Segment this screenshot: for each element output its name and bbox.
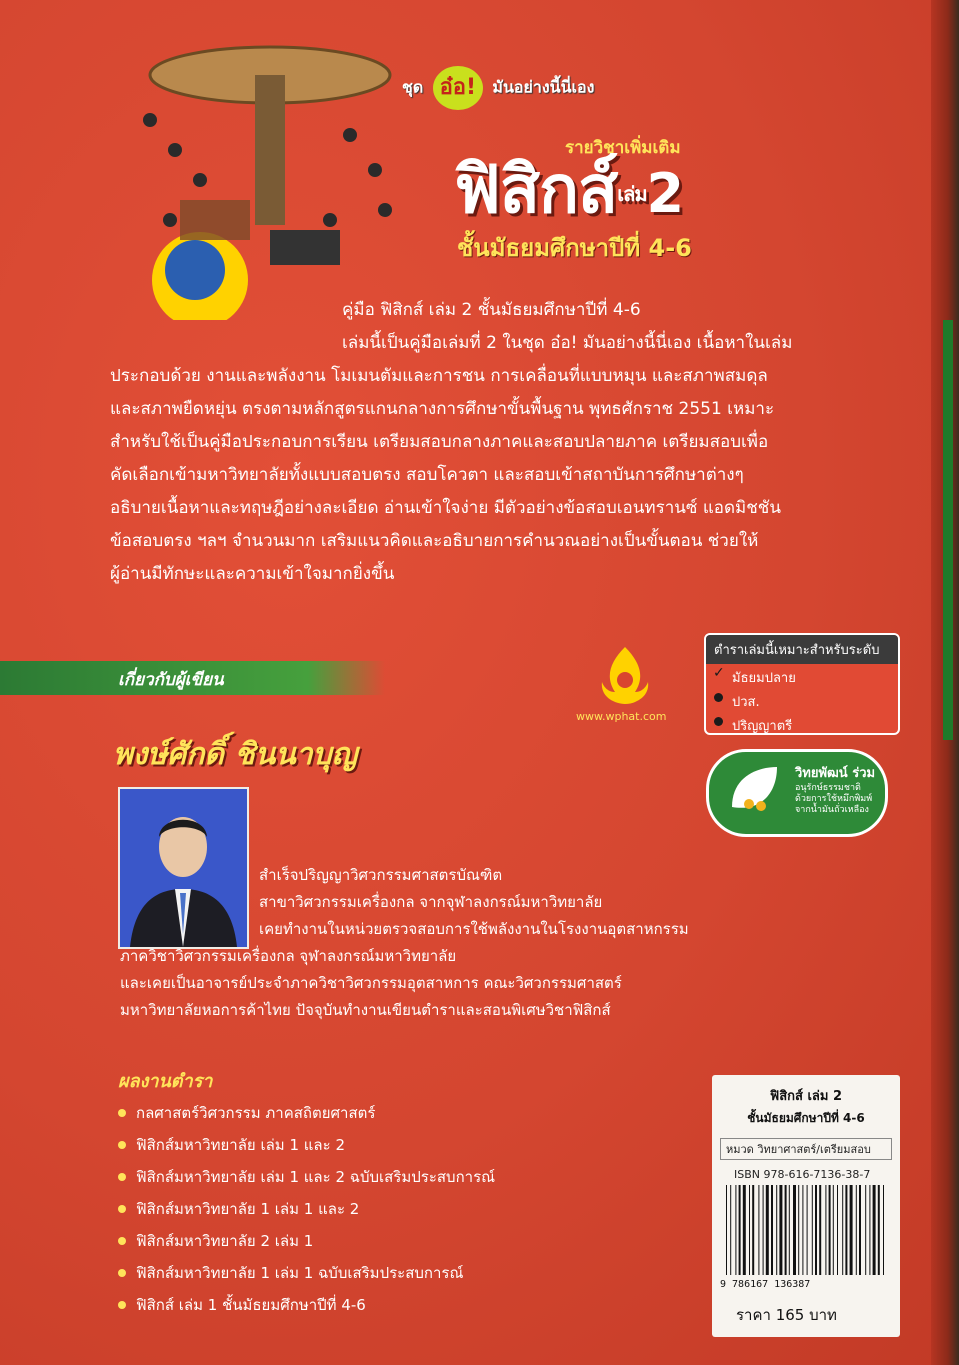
description-line: ผู้อ่านมีทักษะและความเข้าใจมากยิ่งขึ้น [110,564,395,584]
bio-line: สำเร็จปริญญาวิศวกรรมศาสตรบัณฑิต [259,866,503,884]
barcode-panel-category: หมวด วิทยาศาสตร์/เตรียมสอบ [720,1138,892,1160]
series-label [402,66,594,110]
works-item: ฟิสิกส์ เล่ม 1 ชั้นมัธยมศึกษาปีที่ 4-6 [118,1289,495,1321]
price-label: ราคา 165 บาท [736,1306,837,1324]
bio-line: และเคยเป็นอาจารย์ประจำภาควิชาวิศวกรรมอุตสาหการ คณะวิศวกรรมศาสตร์ [120,974,622,992]
level-label: ปริญญาตรี [732,719,793,734]
series-suffix: มันอย่างนี้นี่เอง [492,77,595,97]
suitable-level-box [704,633,900,735]
book-title [454,150,683,234]
barcode-panel-isbn: ISBN 978-616-7136-38-7 [734,1168,871,1181]
description-line: สำหรับใช้เป็นคู่มือประกอบการเรียน เตรียมสอบกลางภาคและสอบปลายภาค เตรียมสอบเพื่อ [110,432,769,452]
author-bio [120,862,900,1024]
description-line: และสภาพยืดหยุ่น ตรงตามหลักสูตรแกนกลางการศึกษาขั้นพื้นฐาน พุทธศักราช 2551 เหมาะ [110,399,775,419]
check-icon: ✓ [713,665,725,681]
barcode-panel [712,1075,900,1337]
series-prefix: ชุด [402,77,424,97]
level-item [706,688,898,712]
description-line: ประกอบด้วย งานและพลังงาน โมเมนตัมและการชน การเคลื่อนที่แบบหมุน และสภาพสมดุล [110,366,768,386]
volume-label: เล่ม [617,181,647,206]
leaf-icon [727,762,782,817]
works-item: ฟิสิกส์มหาวิทยาลัย 2 เล่ม 1 [118,1225,495,1257]
carousel-illustration [120,20,420,320]
barcode [724,1185,888,1275]
series-logo: อ๋อ! [433,66,483,110]
author-name: พงษ์ศักดิ์ ชินนาบุญ [113,737,358,772]
level-item [706,712,898,736]
title-text: ฟิสิกส์ [454,151,618,228]
bio-line: ภาควิชาวิศวกรรมเครื่องกล จุฬาลงกรณ์มหาวิทยาลัย [120,947,457,965]
eco-badge-line1: วิทยพัฒน์ ร่วม [795,766,876,781]
description-line: คัดเลือกเข้ามหาวิทยาลัยทั้งแบบสอบตรง สอบโควตา และสอบเข้าสถาบันการศึกษาต่างๆ [110,465,744,485]
level-item [706,664,898,688]
works-item: ฟิสิกส์มหาวิทยาลัย 1 เล่ม 1 และ 2 [118,1193,495,1225]
bullet-icon [714,717,723,726]
works-item: ฟิสิกส์มหาวิทยาลัย เล่ม 1 และ 2 ฉบับเสริมประสบการณ์ [118,1161,495,1193]
about-author-banner [0,661,385,695]
barcode-panel-title: ฟิสิกส์ เล่ม 2 [769,1089,843,1104]
grade-label: ชั้นมัธยมศึกษาปีที่ 4-6 [457,234,692,262]
works-heading: ผลงานตำรา [118,1071,213,1092]
description-line: ข้อสอบตรง ฯลฯ จำนวนมาก เสริมแนวคิดและอธิบายการคำนวณอย่างเป็นขั้นตอน ช่วยให้ [110,531,759,551]
about-author-heading: เกี่ยวกับผู้เขียน [118,670,224,690]
barcode-panel-grade: ชั้นมัธยมศึกษาปีที่ 4-6 [747,1111,865,1125]
bio-line: เคยทำงานในหน่วยตรวจสอบการใช้พลังงานในโรงงานอุตสาหกรรม [259,920,689,938]
works-item: ฟิสิกส์มหาวิทยาลัย เล่ม 1 และ 2 [118,1129,495,1161]
description-line: เล่มนี้เป็นคู่มือเล่มที่ 2 ในชุด อ๋อ! มันอย่างนี้นี่เอง เนื้อหาในเล่ม [342,333,793,353]
bio-line: สาขาวิศวกรรมเครื่องกล จากจุฬาลงกรณ์มหาวิทยาลัย [259,893,603,911]
description-line: อธิบายเนื้อหาและทฤษฎีอย่างละเอียด อ่านเข้าใจง่าย มีตัวอย่างข้อสอบเอนทรานซ์ แอดมิชชัน [110,498,781,518]
bullet-icon [714,693,723,702]
bio-line: มหาวิทยาลัยหอการค้าไทย ปัจจุบันทำงานเขียนตำราและสอนพิเศษวิชาฟิสิกส์ [120,1001,611,1019]
subject-label: รายวิชาเพิ่มเติม [565,138,681,158]
works-item: ฟิสิกส์มหาวิทยาลัย 1 เล่ม 1 ฉบับเสริมประสบการณ์ [118,1257,495,1289]
works-list [118,1097,495,1321]
spine-green-stripe [943,320,953,740]
eco-badge [706,749,888,837]
level-label: ปวส. [732,695,760,710]
description-line: คู่มือ ฟิสิกส์ เล่ม 2 ชั้นมัธยมศึกษาปีที่ 4-6 [342,300,641,320]
eco-badge-line3: ด้วยการใช้หมึกพิมพ์ จากน้ำมันถั่วเหลือง [795,794,873,815]
level-heading: ตำราเล่มนี้เหมาะสำหรับระดับ [706,635,898,664]
level-label: มัธยมปลาย [732,671,796,686]
volume-number: 2 [646,162,684,225]
publisher-logo-icon [590,642,660,712]
barcode-digits: 9 786167 136387 [720,1279,811,1290]
eco-badge-line2: อนุรักษ์ธรรมชาติ [795,783,861,793]
works-item: กลศาสตร์วิศวกรรม ภาคสถิตยศาสตร์ [118,1097,495,1129]
description [110,294,910,591]
publisher-url: www.wphat.com [576,710,667,723]
